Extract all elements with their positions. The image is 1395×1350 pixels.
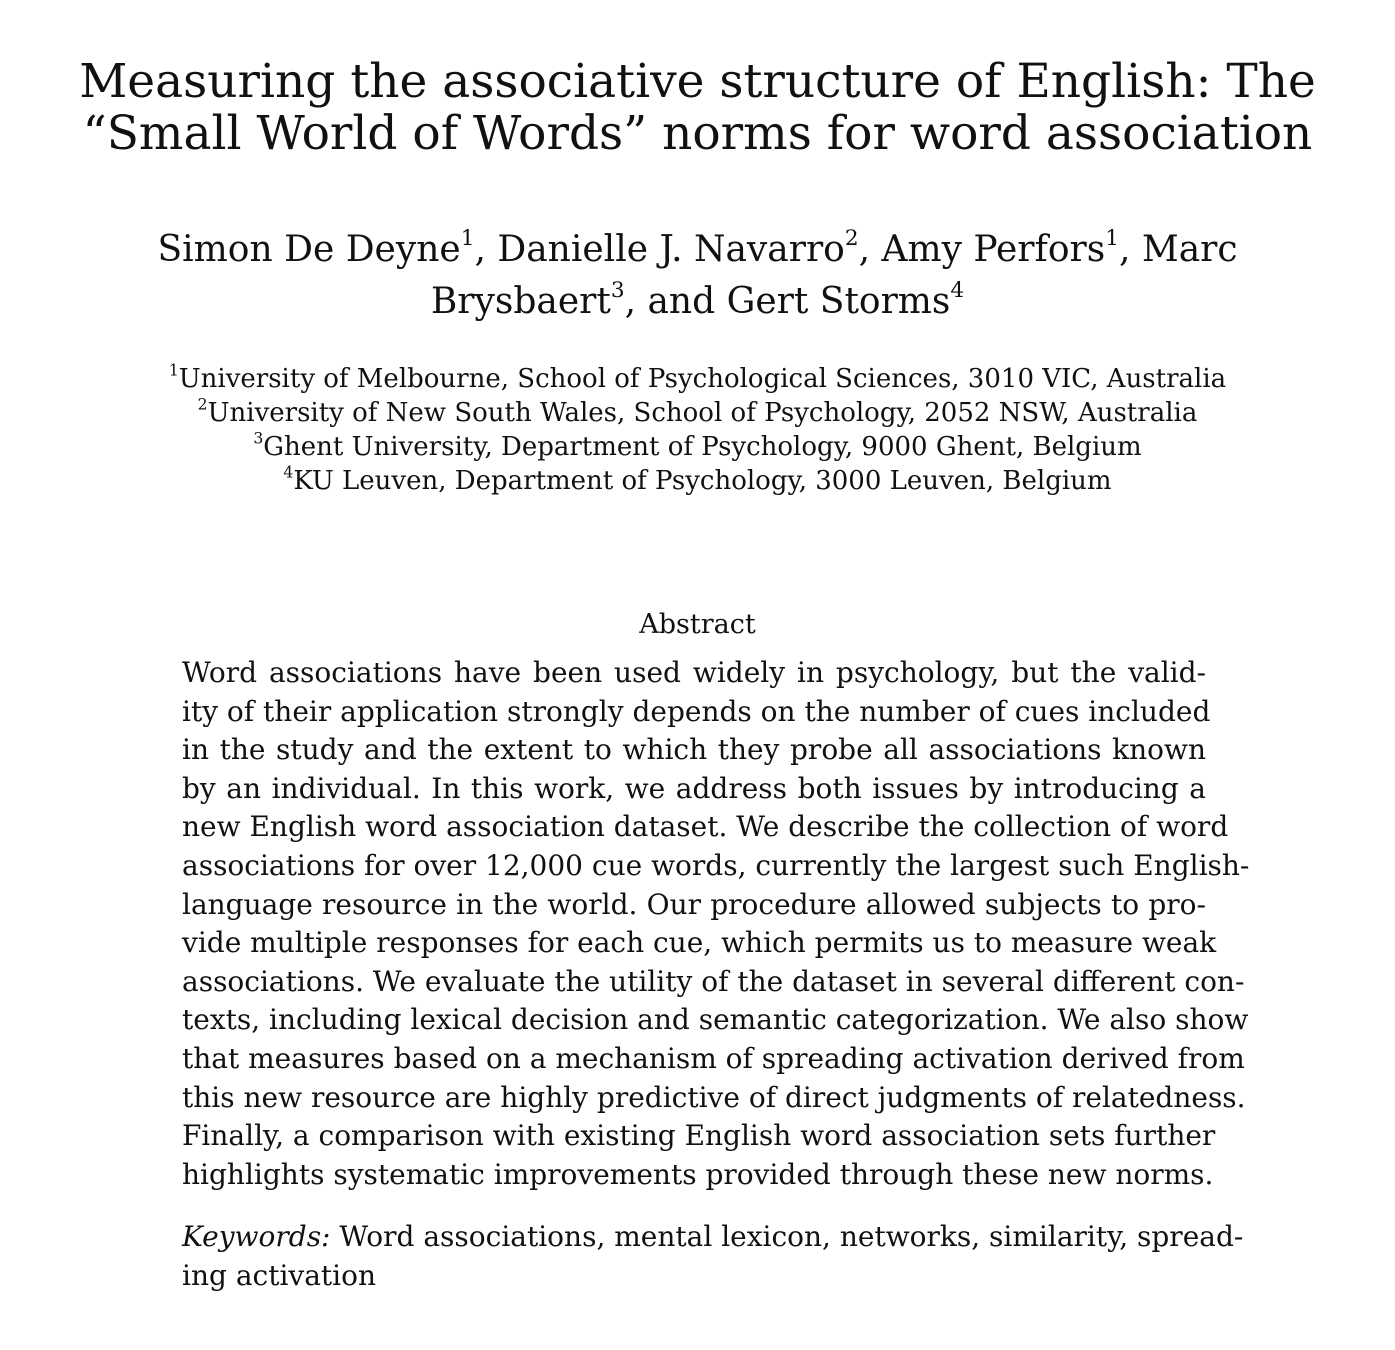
abstract-line: this new resource are highly predictive of direct judgments of relatedness. [182,1080,1246,1114]
affiliation-text: KU Leuven, Department of Psychology, 3000 Leuven, Belgium [293,466,1112,496]
author-list [0,224,1395,328]
abstract-line: texts, including lexical decision and semantic categorization. We also show [182,1003,1249,1037]
affiliation [0,362,1395,396]
title-line: Measuring the associative structure of English: The [79,54,1316,109]
paper-title [0,56,1395,160]
author-separator: , [474,229,498,270]
affiliation-marker: 4 [283,463,294,482]
title-line: “Small World of Words” norms for word association [82,106,1313,161]
abstract-line: by an individual. In this work, we address both issues by introducing a [182,771,1206,805]
author-name: Danielle J. Navarro [497,229,845,270]
keywords-block [182,1218,1244,1295]
abstract-line: associations. We evaluate the utility of the dataset in several different con- [182,964,1245,998]
affiliation-text: Ghent University, Department of Psychology, 9000 Ghent, Belgium [263,432,1142,462]
affiliation [0,396,1395,430]
author-affiliation-marker: 1 [460,225,475,251]
author-affiliation-marker: 2 [844,225,859,251]
author-line-1 [0,224,1395,276]
author-separator: , [1118,229,1142,270]
author-name: Gert Storms [726,281,951,322]
affiliation [0,464,1395,498]
keywords-text: Word associations, mental lexicon, networks, similarity, spread- [339,1220,1244,1253]
abstract-heading: Abstract [639,609,756,640]
affiliation-text: University of Melbourne, School of Psychological Sciences, 3010 VIC, Australia [178,364,1227,394]
author-separator: , and [624,281,727,322]
affiliation-list [0,362,1395,498]
abstract-line: vide multiple responses for each cue, which permits us to measure weak [182,926,1217,960]
keywords-line [182,1218,1244,1257]
keywords-label: Keywords: [182,1220,331,1253]
author-name-part: Brysbaert [430,281,611,322]
affiliation-marker: 2 [197,395,208,414]
abstract-line: associations for over 12,000 cue words, currently the largest such English- [182,848,1250,882]
affiliation [0,430,1395,464]
author-line-2 [0,276,1395,328]
author-affiliation-marker: 3 [610,277,625,303]
author-name: Simon De Deyne [157,229,461,270]
keywords-line: ing activation [182,1258,377,1292]
author-name-part: Marc [1141,229,1238,270]
abstract-line: Word associations have been used widely in psychology, but the valid- [182,656,1206,689]
abstract-line: new English word association dataset. We describe the collection of word [182,810,1229,844]
author-affiliation-marker: 4 [950,277,965,303]
abstract-line: language resource in the world. Our procedure allowed subjects to pro- [182,887,1206,921]
abstract-line: Finally, a comparison with existing English word association sets further [182,1119,1216,1153]
affiliation-marker: 1 [168,361,179,380]
affiliation-text: University of New South Wales, School of Psychology, 2052 NSW, Australia [207,398,1198,428]
abstract-line: in the study and the extent to which they probe all associations known [182,733,1206,767]
author-name: Amy Perfors [881,229,1106,270]
affiliation-marker: 3 [253,429,264,448]
abstract-body [182,654,1250,1194]
author-affiliation-marker: 1 [1105,225,1119,251]
abstract-line: highlights systematic improvements provided through these new norms. [182,1157,1214,1191]
abstract-line: ity of their application strongly depends on the number of cues included [182,694,1211,728]
author-separator: , [858,229,882,270]
abstract-line: that measures based on a mechanism of spreading activation derived from [182,1041,1245,1075]
